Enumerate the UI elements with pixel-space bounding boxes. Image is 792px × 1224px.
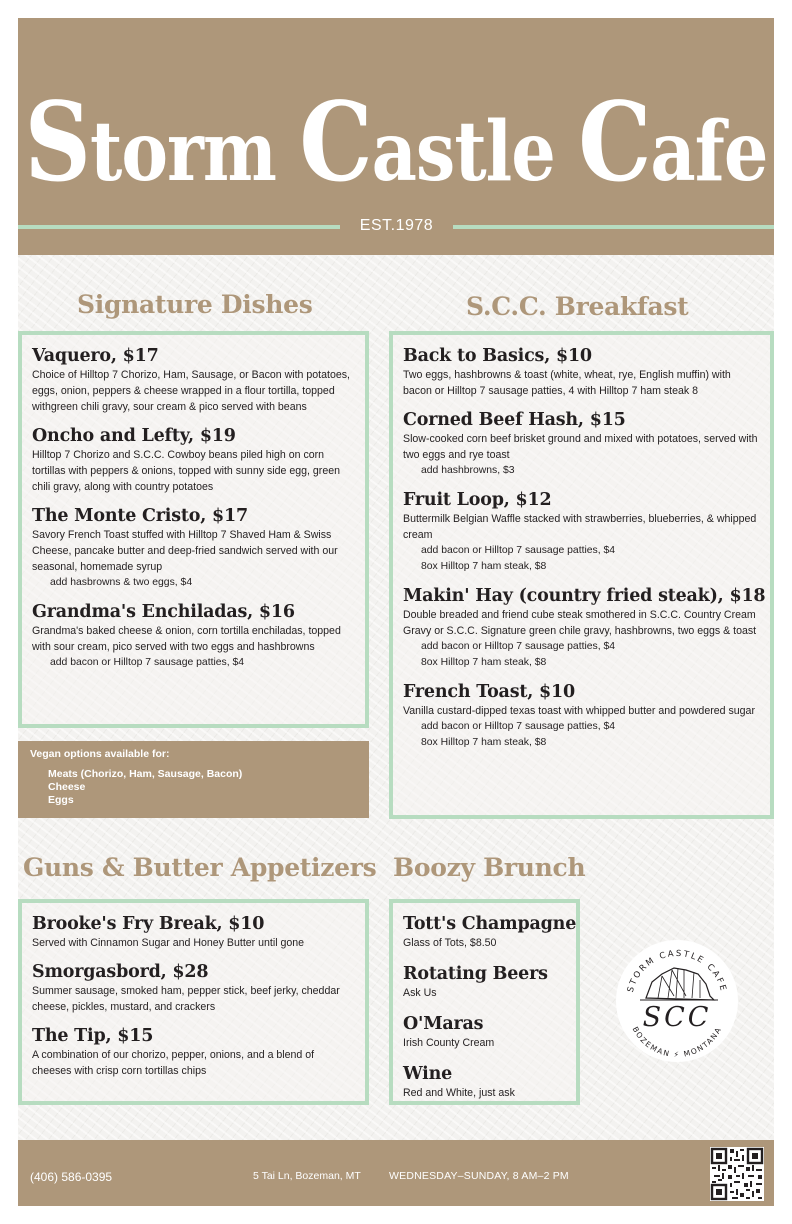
svg-text:STORM CASTLE CAFE: STORM CASTLE CAFE bbox=[625, 948, 729, 994]
established-label: EST.1978 bbox=[359, 217, 434, 234]
breakfast-box bbox=[389, 331, 774, 819]
item-addon: 8ox Hilltop 7 ham steak, $8 bbox=[421, 657, 547, 668]
item-description: Two eggs, hashbrowns & toast (white, wheat, rye, English muffin) with bacon or Hilltop 7 sausage patties, 4 with Hilltop 7 ham steak 8 bbox=[403, 369, 731, 397]
menu-item bbox=[32, 505, 355, 591]
cafe-logo bbox=[614, 938, 740, 1064]
item-name: Corned Beef Hash, $15 bbox=[403, 410, 626, 430]
item-name: French Toast, $10 bbox=[403, 682, 575, 702]
item-addon: 8ox Hilltop 7 ham steak, $8 bbox=[421, 561, 547, 572]
item-name: The Monte Cristo, $17 bbox=[32, 506, 248, 526]
phone-number[interactable]: (406) 586-0395 bbox=[30, 1170, 113, 1184]
section-title-appetizers: Guns & Butter Appetizers bbox=[23, 853, 377, 882]
item-description: Slow-cooked corn beef brisket ground and mixed with potatoes, served with two eggs and rye toast bbox=[403, 433, 758, 461]
title-letter-s: S bbox=[24, 78, 90, 206]
item-description: Grandma's baked cheese & onion, corn tortilla enchiladas, topped with sour cream, pico served with two eggs and hashbrowns bbox=[32, 625, 341, 653]
item-addon: add bacon or Hilltop 7 sausage patties, $4 bbox=[421, 721, 616, 732]
item-addon: add hasbrowns & two eggs, $4 bbox=[50, 577, 193, 588]
item-name: Tott's Champagne bbox=[403, 914, 577, 934]
section-title-breakfast: S.C.C. Breakfast bbox=[466, 292, 689, 321]
title-letter-c1: C bbox=[299, 78, 372, 206]
item-description: Hilltop 7 Chorizo and S.C.C. Cowboy beans piled high on corn tortillas with peppers & onions, topped with sunny side egg, green chili gravy, along with country potatoes bbox=[32, 449, 340, 493]
established-row bbox=[18, 216, 774, 238]
menu-item bbox=[403, 913, 577, 951]
item-name: Brooke's Fry Break, $10 bbox=[32, 914, 265, 934]
menu-item bbox=[32, 913, 355, 951]
vegan-item: Cheese bbox=[48, 781, 86, 793]
menu-item bbox=[32, 345, 355, 415]
vegan-options-box bbox=[18, 741, 369, 818]
header-banner bbox=[18, 18, 774, 255]
item-description: Red and White, just ask bbox=[403, 1087, 515, 1099]
menu-item bbox=[403, 1063, 566, 1101]
menu-item bbox=[403, 681, 760, 751]
divider-line-left bbox=[18, 225, 340, 229]
vegan-item: Eggs bbox=[48, 794, 74, 806]
menu-item bbox=[403, 1013, 566, 1051]
item-name: Smorgasbord, $28 bbox=[32, 962, 209, 982]
item-description: Buttermilk Belgian Waffle stacked with strawberries, blueberries, & whipped cream bbox=[403, 513, 757, 541]
section-title-boozy: Boozy Brunch bbox=[393, 853, 586, 882]
signature-dishes-box bbox=[18, 331, 369, 728]
item-addon: add bacon or Hilltop 7 sausage patties, $4 bbox=[421, 545, 616, 556]
svg-text:SCC: SCC bbox=[642, 1002, 712, 1033]
vegan-item: Meats (Chorizo, Ham, Sausage, Bacon) bbox=[48, 768, 243, 780]
menu-item bbox=[32, 1025, 355, 1079]
item-name: Makin' Hay (country fried steak), $18 bbox=[403, 586, 766, 606]
footer bbox=[18, 1140, 774, 1206]
menu-item bbox=[403, 489, 760, 575]
menu-item bbox=[32, 961, 355, 1015]
item-name: Rotating Beers bbox=[403, 964, 548, 984]
item-name: Vaquero, $17 bbox=[32, 346, 159, 366]
item-name: O'Maras bbox=[403, 1014, 484, 1034]
title-part-torm: torm bbox=[90, 102, 300, 201]
item-description: Vanilla custard-dipped texas toast with whipped butter and powdered sugar bbox=[403, 705, 755, 717]
menu-item bbox=[403, 963, 566, 1001]
item-description: Glass of Tots, $8.50 bbox=[403, 937, 497, 949]
menu-item bbox=[403, 585, 766, 671]
address: 5 Tai Ln, Bozeman, MT bbox=[253, 1170, 361, 1182]
item-addon: add hashbrowns, $3 bbox=[421, 465, 515, 476]
item-name: The Tip, $15 bbox=[32, 1026, 154, 1046]
section-title-signature: Signature Dishes bbox=[77, 290, 313, 319]
svg-text:BOZEMAN ⚡ MONTANA: BOZEMAN ⚡ MONTANA bbox=[630, 1025, 724, 1059]
menu-item bbox=[403, 409, 760, 479]
item-description: Double breaded and friend cube steak smothered in S.C.C. Country Cream Gravy or S.C.C. Signature green chile gravy, hashbrowns, two eggs & toast bbox=[403, 609, 757, 637]
menu-item bbox=[32, 601, 355, 671]
item-name: Oncho and Lefty, $19 bbox=[32, 426, 236, 446]
item-description: Served with Cinnamon Sugar and Honey Butter until gone bbox=[32, 937, 305, 949]
item-name: Grandma's Enchiladas, $16 bbox=[32, 602, 295, 622]
title-letter-c2: C bbox=[578, 78, 651, 206]
cafe-title bbox=[18, 78, 774, 206]
divider-line-right bbox=[453, 225, 774, 229]
item-description: Savory French Toast stuffed with Hilltop 7 Shaved Ham & Swiss Cheese, pancake butter and deep-fried sandwich served with our seasonal, homemade syrup bbox=[32, 529, 338, 573]
item-description: Choice of Hilltop 7 Chorizo, Ham, Sausage, or Bacon with potatoes, eggs, onion, peppers & cheese wrapped in a flour tortilla, topped withgreen chili gravy, sour cream & pico served with beans bbox=[32, 369, 350, 413]
item-addon: add bacon or Hilltop 7 sausage patties, $4 bbox=[50, 657, 245, 668]
menu-item bbox=[403, 345, 760, 399]
item-name: Back to Basics, $10 bbox=[403, 346, 592, 366]
qr-code-icon[interactable] bbox=[710, 1147, 764, 1201]
title-part-afe: afe bbox=[650, 102, 768, 201]
qr-code-graphic bbox=[710, 1147, 764, 1201]
item-description: A combination of our chorizo, pepper, onions, and a blend of cheeses with crisp corn tortillas chips bbox=[32, 1049, 315, 1077]
title-part-astle: astle bbox=[371, 102, 579, 201]
item-addon: add bacon or Hilltop 7 sausage patties, $4 bbox=[421, 641, 616, 652]
appetizers-box bbox=[18, 899, 369, 1105]
vegan-title: Vegan options available for: bbox=[30, 748, 170, 760]
boozy-brunch-box bbox=[389, 899, 580, 1105]
item-description: Irish County Cream bbox=[403, 1037, 495, 1049]
business-hours: WEDNESDAY–SUNDAY, 8 AM–2 PM bbox=[389, 1170, 569, 1182]
mountain-rock-icon bbox=[614, 938, 740, 1064]
item-name: Fruit Loop, $12 bbox=[403, 490, 552, 510]
menu-item bbox=[32, 425, 355, 495]
item-addon: 8ox Hilltop 7 ham steak, $8 bbox=[421, 737, 547, 748]
item-name: Wine bbox=[403, 1064, 453, 1084]
item-description: Ask Us bbox=[403, 987, 437, 999]
item-description: Summer sausage, smoked ham, pepper stick, beef jerky, cheddar cheese, pickles, mustard, and crackers bbox=[32, 985, 340, 1013]
